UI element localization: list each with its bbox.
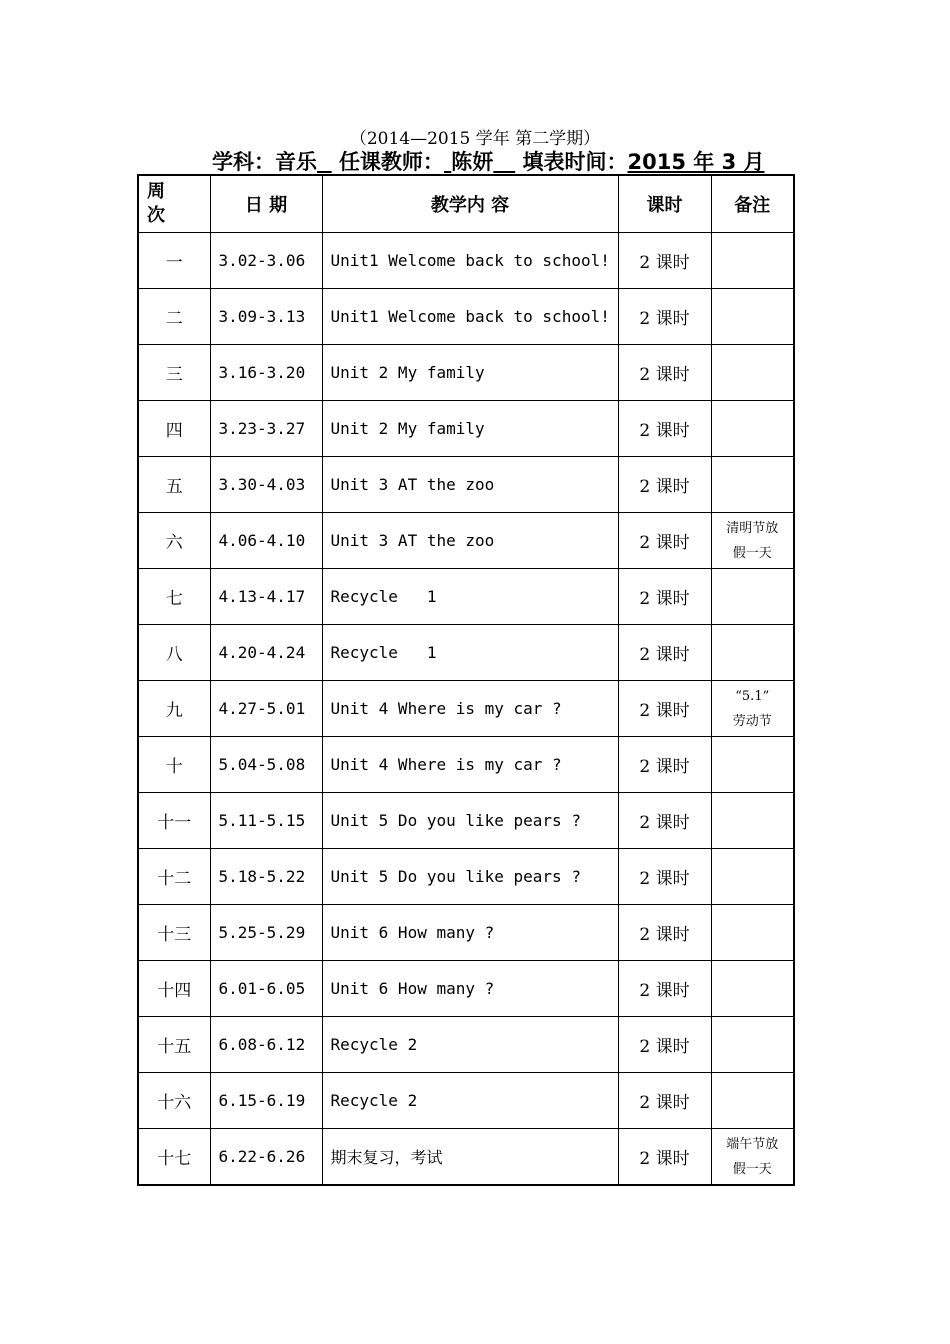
week-cell: 九 (138, 681, 210, 737)
note-cell (711, 961, 794, 1017)
subject-value: 音乐 (275, 150, 317, 174)
week-cell: 三 (138, 345, 210, 401)
week-cell: 十三 (138, 905, 210, 961)
note-cell (711, 905, 794, 961)
week-cell: 一 (138, 233, 210, 289)
note-cell (711, 345, 794, 401)
hours-cell: 2 课时 (618, 401, 711, 457)
hours-cell: 2 课时 (618, 737, 711, 793)
week-cell: 十五 (138, 1017, 210, 1073)
hours-cell: 2 课时 (618, 289, 711, 345)
note-cell (711, 849, 794, 905)
teacher-value-wrap (444, 146, 515, 176)
header-note: 备注 (711, 175, 794, 233)
date-cell: 6.15-6.19 (210, 1073, 322, 1129)
hours-cell: 2 课时 (618, 345, 711, 401)
week-cell: 十七 (138, 1129, 210, 1186)
content-cell: Unit 4 Where is my car ? (322, 681, 618, 737)
table-row (138, 233, 794, 289)
content-cell: Recycle 1 (322, 625, 618, 681)
date-cell: 5.25-5.29 (210, 905, 322, 961)
header-week (138, 175, 210, 233)
date-cell: 6.08-6.12 (210, 1017, 322, 1073)
table-row (138, 681, 794, 737)
note-cell: 清明节放 假一天 (711, 513, 794, 569)
hours-cell: 2 课时 (618, 681, 711, 737)
note-cell (711, 1017, 794, 1073)
table-row (138, 961, 794, 1017)
table-row (138, 289, 794, 345)
content-cell: Unit 4 Where is my car ? (322, 737, 618, 793)
note-cell (711, 1073, 794, 1129)
content-cell: Unit 5 Do you like pears ? (322, 849, 618, 905)
hours-cell: 2 课时 (618, 849, 711, 905)
date-cell: 4.27-5.01 (210, 681, 322, 737)
semester-subtitle: （2014—2015 学年 第二学期） (349, 129, 601, 149)
header-week-label: 周 次 (147, 181, 165, 226)
teacher-value: 陈妍 (451, 150, 494, 174)
content-cell: Unit 2 My family (322, 345, 618, 401)
hours-cell: 2 课时 (618, 905, 711, 961)
table-row (138, 849, 794, 905)
hours-cell: 2 课时 (618, 513, 711, 569)
table-row (138, 793, 794, 849)
week-cell: 七 (138, 569, 210, 625)
hours-cell: 2 课时 (618, 569, 711, 625)
date-cell: 4.13-4.17 (210, 569, 322, 625)
note-cell (711, 737, 794, 793)
hours-cell: 2 课时 (618, 961, 711, 1017)
week-cell: 六 (138, 513, 210, 569)
date-cell: 6.01-6.05 (210, 961, 322, 1017)
week-cell: 十六 (138, 1073, 210, 1129)
week-cell: 二 (138, 289, 210, 345)
week-cell: 十 (138, 737, 210, 793)
table-row (138, 401, 794, 457)
table-row (138, 457, 794, 513)
week-cell: 五 (138, 457, 210, 513)
header-hours: 课时 (618, 175, 711, 233)
table-row (138, 569, 794, 625)
week-cell: 十一 (138, 793, 210, 849)
note-cell: 端午节放 假一天 (711, 1129, 794, 1186)
date-label: 填表时间： (522, 150, 628, 174)
form-header (212, 146, 792, 176)
content-cell: Unit 6 How many ? (322, 961, 618, 1017)
content-cell: Unit1 Welcome back to school! (322, 289, 618, 345)
header-date: 日 期 (210, 175, 322, 233)
content-cell: Recycle 2 (322, 1073, 618, 1129)
note-cell (711, 625, 794, 681)
note-cell (711, 457, 794, 513)
table-row (138, 905, 794, 961)
note-cell (711, 233, 794, 289)
note-cell: “5.1” 劳动节 (711, 681, 794, 737)
hours-cell: 2 课时 (618, 1017, 711, 1073)
table-header-row (138, 175, 794, 233)
week-cell: 八 (138, 625, 210, 681)
hours-cell: 2 课时 (618, 233, 711, 289)
content-cell: Unit 3 AT the zoo (322, 513, 618, 569)
date-cell: 4.06-4.10 (210, 513, 322, 569)
date-cell: 3.23-3.27 (210, 401, 322, 457)
content-cell: 期末复习，考试 (322, 1129, 618, 1186)
content-cell: Unit 2 My family (322, 401, 618, 457)
note-cell (711, 793, 794, 849)
date-cell: 3.02-3.06 (210, 233, 322, 289)
date-cell: 5.18-5.22 (210, 849, 322, 905)
table-row (138, 513, 794, 569)
header-content: 教学内 容 (322, 175, 618, 233)
hours-cell: 2 课时 (618, 1129, 711, 1186)
teaching-schedule-table (137, 174, 795, 1186)
table-row (138, 1017, 794, 1073)
note-cell (711, 289, 794, 345)
hours-cell: 2 课时 (618, 1073, 711, 1129)
content-cell: Recycle 2 (322, 1017, 618, 1073)
hours-cell: 2 课时 (618, 457, 711, 513)
content-cell: Unit 3 AT the zoo (322, 457, 618, 513)
subject-label: 学科： (212, 150, 275, 174)
date-cell: 5.11-5.15 (210, 793, 322, 849)
content-cell: Unit1 Welcome back to school! (322, 233, 618, 289)
note-cell (711, 401, 794, 457)
content-cell: Unit 6 How many ? (322, 905, 618, 961)
table-row (138, 345, 794, 401)
date-value: 2015 年 3 月 (627, 150, 765, 174)
hours-cell: 2 课时 (618, 793, 711, 849)
week-cell: 十二 (138, 849, 210, 905)
table-row (138, 1129, 794, 1186)
date-cell: 3.16-3.20 (210, 345, 322, 401)
table-row (138, 737, 794, 793)
hours-cell: 2 课时 (618, 625, 711, 681)
subject-value-wrap (275, 146, 332, 176)
note-cell (711, 569, 794, 625)
content-cell: Recycle 1 (322, 569, 618, 625)
date-cell: 5.04-5.08 (210, 737, 322, 793)
week-cell: 四 (138, 401, 210, 457)
teacher-label: 任课教师： (338, 150, 444, 174)
date-cell: 4.20-4.24 (210, 625, 322, 681)
week-cell: 十四 (138, 961, 210, 1017)
content-cell: Unit 5 Do you like pears ? (322, 793, 618, 849)
date-cell: 3.30-4.03 (210, 457, 322, 513)
date-cell: 6.22-6.26 (210, 1129, 322, 1186)
table-row (138, 625, 794, 681)
date-cell: 3.09-3.13 (210, 289, 322, 345)
table-row (138, 1073, 794, 1129)
